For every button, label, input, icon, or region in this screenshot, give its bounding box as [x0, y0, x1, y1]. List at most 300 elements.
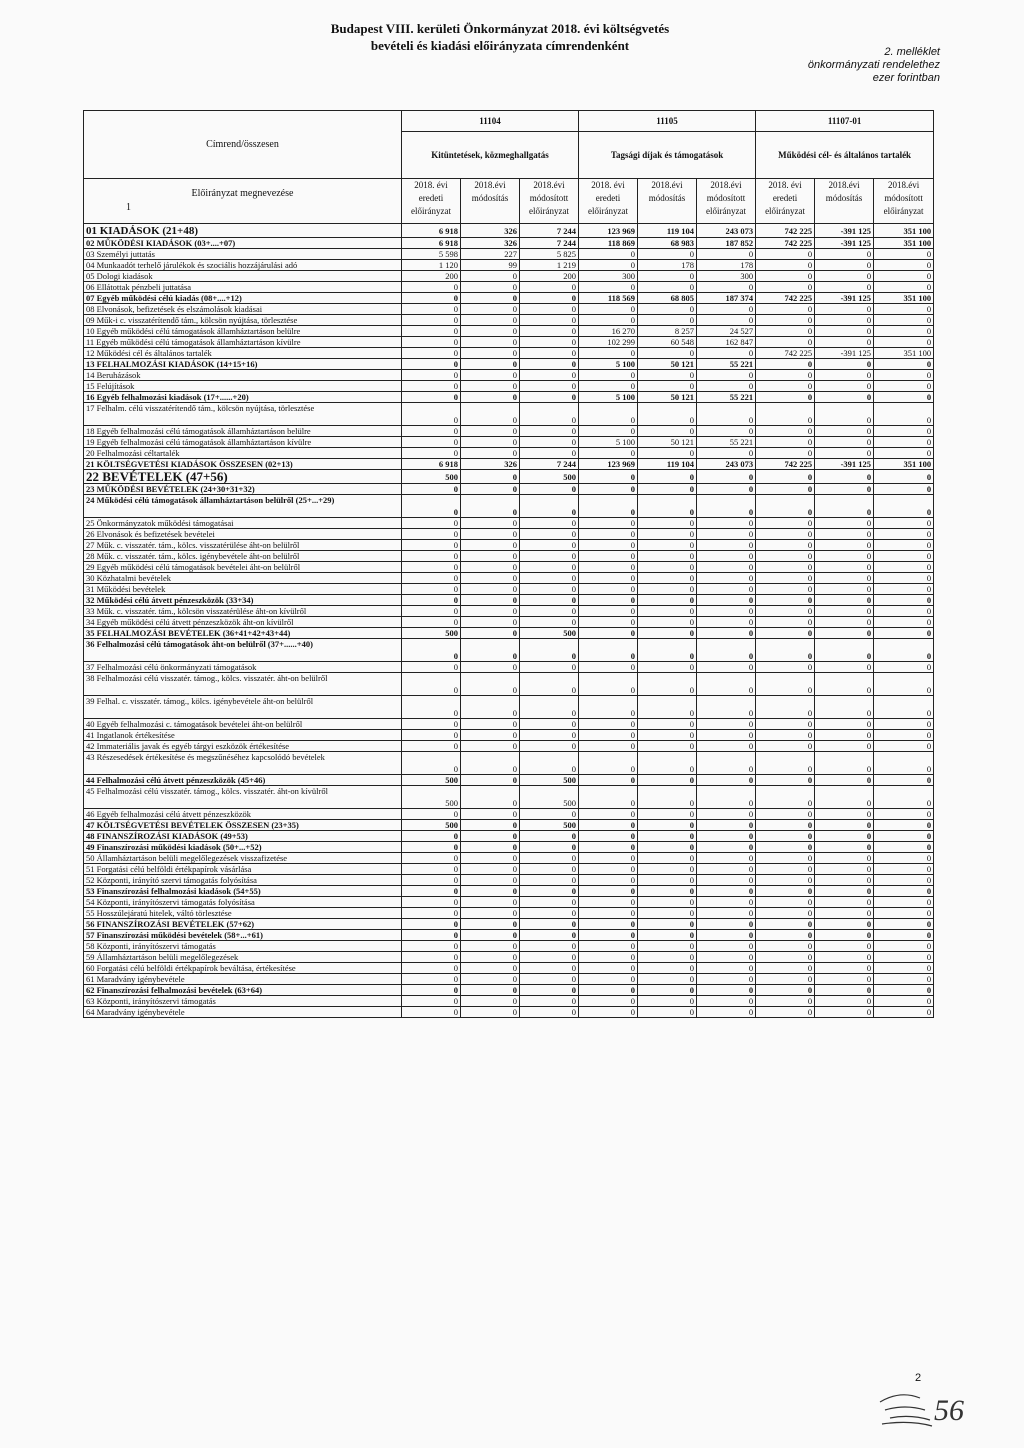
- row-label: 06 Ellátottak pénzbeli juttatása: [84, 282, 402, 293]
- row-value: 0: [461, 775, 520, 786]
- row-value: 0: [697, 696, 756, 719]
- row-value: 500: [402, 628, 461, 639]
- row-value: 0: [697, 617, 756, 628]
- row-value: 0: [638, 752, 697, 775]
- row-value: 0: [638, 897, 697, 908]
- row-value: 0: [874, 1007, 934, 1018]
- row-label: 22 BEVÉTELEK (47+56): [84, 470, 402, 484]
- row-label: 17 Felhalm. célú visszatérítendő tám., kölcsön nyújtása, törlesztése: [84, 403, 402, 426]
- subheader-line: eredeti: [772, 193, 798, 203]
- row-label: 24 Működési célú támogatások államháztartáson belülről (25+...+29): [84, 495, 402, 518]
- row-value: 0: [815, 662, 874, 673]
- row-value: 0: [461, 673, 520, 696]
- row-value: 0: [520, 584, 579, 595]
- row-value: 0: [402, 584, 461, 595]
- row-value: 0: [520, 282, 579, 293]
- row-value: 0: [874, 370, 934, 381]
- table-row: [84, 628, 934, 639]
- subheader-line: módosítás: [648, 193, 686, 203]
- table-row: [84, 470, 934, 484]
- row-value: 0: [874, 673, 934, 696]
- row-value: 0: [756, 952, 815, 963]
- row-value: 0: [697, 315, 756, 326]
- row-value: 0: [815, 403, 874, 426]
- row-value: 0: [402, 741, 461, 752]
- table-row: [84, 518, 934, 529]
- row-value: 0: [815, 908, 874, 919]
- row-value: 6 918: [402, 459, 461, 470]
- row-value: 0: [461, 584, 520, 595]
- row-label: 42 Immateriális javak és egyéb tárgyi eszközök értékesítése: [84, 741, 402, 752]
- row-value: 0: [815, 448, 874, 459]
- row-value: 0: [461, 606, 520, 617]
- row-value: 0: [815, 628, 874, 639]
- row-value: 0: [638, 606, 697, 617]
- table-row: [84, 282, 934, 293]
- row-label: 35 FELHALMOZÁSI BEVÉTELEK (36+41+42+43+44): [84, 628, 402, 639]
- row-value: 0: [756, 996, 815, 1007]
- row-label: 14 Beruházások: [84, 370, 402, 381]
- row-value: 0: [638, 628, 697, 639]
- row-value: 0: [638, 370, 697, 381]
- row-value: 0: [638, 518, 697, 529]
- row-value: 0: [815, 696, 874, 719]
- row-value: 0: [815, 551, 874, 562]
- row-value: 0: [756, 249, 815, 260]
- row-value: 0: [697, 897, 756, 908]
- table-row: [84, 673, 934, 696]
- subheader-line: 2018.évi: [710, 180, 742, 190]
- row-value: 0: [579, 775, 638, 786]
- row-value: 0: [520, 370, 579, 381]
- row-value: 0: [697, 282, 756, 293]
- row-value: 0: [756, 930, 815, 941]
- table-row: [84, 930, 934, 941]
- row-value: 0: [579, 930, 638, 941]
- row-value: 0: [874, 930, 934, 941]
- subheader-line: 2018. évi: [768, 180, 802, 190]
- row-value: 0: [402, 897, 461, 908]
- row-value: 0: [756, 673, 815, 696]
- row-value: 0: [402, 337, 461, 348]
- row-value: 0: [520, 996, 579, 1007]
- row-value: 0: [638, 809, 697, 820]
- row-value: 742 225: [756, 293, 815, 304]
- row-value: 0: [874, 359, 934, 370]
- table-row: [84, 786, 934, 809]
- row-value: 0: [815, 573, 874, 584]
- row-value: 0: [402, 963, 461, 974]
- row-value: 0: [402, 952, 461, 963]
- row-value: 0: [697, 1007, 756, 1018]
- row-value: 0: [579, 853, 638, 864]
- unit-label: ezer forintban: [872, 72, 940, 84]
- row-value: 0: [461, 1007, 520, 1018]
- table-row: [84, 293, 934, 304]
- row-value: 0: [756, 484, 815, 495]
- row-value: 0: [638, 974, 697, 985]
- row-value: 0: [461, 696, 520, 719]
- row-value: 0: [638, 348, 697, 359]
- corner-top: Címrend/összesen: [84, 111, 402, 179]
- row-label: 41 Ingatlanok értékesítése: [84, 730, 402, 741]
- row-value: 0: [638, 562, 697, 573]
- row-value: 0: [815, 484, 874, 495]
- row-value: 0: [697, 719, 756, 730]
- subheader-line: 2018. évi: [414, 180, 448, 190]
- row-label: 21 KÖLTSÉGVETÉSI KIADÁSOK ÖSSZESEN (02+13): [84, 459, 402, 470]
- table-row: [84, 963, 934, 974]
- row-value: 0: [402, 540, 461, 551]
- row-value: 0: [815, 304, 874, 315]
- corner-num: 1: [126, 202, 131, 213]
- table-row: [84, 820, 934, 831]
- row-value: 0: [874, 437, 934, 448]
- row-value: 0: [638, 529, 697, 540]
- row-value: 0: [461, 359, 520, 370]
- row-value: 0: [461, 908, 520, 919]
- row-value: 0: [815, 673, 874, 696]
- row-value: 0: [579, 606, 638, 617]
- row-value: 0: [638, 919, 697, 930]
- row-value: 118 569: [579, 293, 638, 304]
- annex-note: [790, 46, 940, 85]
- row-value: 6 918: [402, 238, 461, 249]
- row-value: 0: [638, 820, 697, 831]
- row-value: 0: [756, 897, 815, 908]
- row-value: 0: [520, 337, 579, 348]
- row-value: 0: [815, 381, 874, 392]
- row-value: 0: [756, 403, 815, 426]
- row-value: 0: [874, 249, 934, 260]
- row-value: 0: [756, 426, 815, 437]
- row-value: 0: [638, 315, 697, 326]
- row-value: 0: [815, 886, 874, 897]
- table-row: [84, 974, 934, 985]
- row-value: 0: [815, 1007, 874, 1018]
- row-value: 0: [815, 540, 874, 551]
- row-value: 0: [697, 595, 756, 606]
- table-row: [84, 381, 934, 392]
- row-value: 68 805: [638, 293, 697, 304]
- table-row: [84, 437, 934, 448]
- row-value: 0: [874, 260, 934, 271]
- row-value: 0: [579, 963, 638, 974]
- row-value: 0: [638, 551, 697, 562]
- subheader-2-2: [874, 179, 934, 224]
- row-value: 0: [697, 820, 756, 831]
- row-value: 0: [638, 864, 697, 875]
- row-value: 0: [874, 730, 934, 741]
- row-value: 0: [461, 786, 520, 809]
- table-row: [84, 551, 934, 562]
- row-value: 68 983: [638, 238, 697, 249]
- row-value: 0: [874, 941, 934, 952]
- row-value: 0: [756, 260, 815, 271]
- subheader-line: előirányzat: [411, 206, 451, 216]
- row-value: 0: [815, 752, 874, 775]
- row-value: 0: [638, 573, 697, 584]
- row-value: 0: [874, 628, 934, 639]
- row-value: 0: [756, 595, 815, 606]
- row-value: 0: [697, 662, 756, 673]
- table-row: [84, 941, 934, 952]
- table-row: [84, 952, 934, 963]
- row-label: 07 Egyéb működési célú kiadás (08+....+12): [84, 293, 402, 304]
- row-value: 0: [520, 952, 579, 963]
- row-value: 0: [461, 864, 520, 875]
- row-value: 0: [461, 897, 520, 908]
- title-line-1: Budapest VIII. kerületi Önkormányzat 2018. évi költségvetés: [330, 21, 670, 36]
- table-row: [84, 617, 934, 628]
- row-value: 0: [461, 495, 520, 518]
- table-row: [84, 540, 934, 551]
- row-value: 0: [815, 919, 874, 930]
- row-value: 0: [874, 540, 934, 551]
- table-row: [84, 370, 934, 381]
- subheader-line: előirányzat: [588, 206, 629, 216]
- row-value: 0: [874, 518, 934, 529]
- row-value: 0: [461, 326, 520, 337]
- row-value: 0: [520, 392, 579, 403]
- row-value: 0: [756, 662, 815, 673]
- row-value: 200: [520, 271, 579, 282]
- row-value: 326: [461, 459, 520, 470]
- row-value: 0: [520, 403, 579, 426]
- row-label: 51 Forgatási célú belföldi értékpapírok vásárlása: [84, 864, 402, 875]
- subheader-line: 2018. évi: [591, 180, 625, 190]
- row-value: 0: [520, 930, 579, 941]
- table-row: [84, 919, 934, 930]
- row-value: 0: [461, 752, 520, 775]
- row-value: 0: [461, 996, 520, 1007]
- table-row: [84, 606, 934, 617]
- row-value: 0: [638, 719, 697, 730]
- row-value: 0: [874, 809, 934, 820]
- table-row: [84, 326, 934, 337]
- row-value: 0: [697, 673, 756, 696]
- row-label: 20 Felhalmozási céltartalék: [84, 448, 402, 459]
- row-value: 178: [638, 260, 697, 271]
- row-value: 0: [579, 919, 638, 930]
- row-value: 0: [756, 448, 815, 459]
- subheader-line: módosított: [706, 193, 746, 203]
- row-value: 0: [874, 952, 934, 963]
- row-value: 0: [520, 639, 579, 662]
- row-value: 0: [697, 518, 756, 529]
- row-value: 0: [697, 540, 756, 551]
- row-value: 0: [520, 606, 579, 617]
- row-value: 200: [402, 271, 461, 282]
- row-label: 54 Központi, irányítószervi támogatás folyósítása: [84, 897, 402, 908]
- row-value: 0: [461, 952, 520, 963]
- row-value: 0: [874, 919, 934, 930]
- row-value: 0: [697, 809, 756, 820]
- row-value: 178: [697, 260, 756, 271]
- row-value: 0: [815, 518, 874, 529]
- row-value: -391 125: [815, 238, 874, 249]
- row-value: 0: [579, 562, 638, 573]
- row-value: 0: [461, 470, 520, 484]
- row-value: 0: [638, 426, 697, 437]
- row-value: 0: [756, 495, 815, 518]
- row-value: 0: [756, 304, 815, 315]
- row-value: 0: [756, 540, 815, 551]
- row-value: 0: [815, 529, 874, 540]
- row-value: 0: [815, 639, 874, 662]
- row-value: 0: [874, 719, 934, 730]
- row-value: 118 869: [579, 238, 638, 249]
- row-label: 43 Részesedések értékesítése és megszűnéséhez kapcsolódó bevételek: [84, 752, 402, 775]
- row-value: 0: [638, 617, 697, 628]
- group-header-2: Működési cél- és általános tartalék: [756, 132, 934, 179]
- row-value: 0: [874, 864, 934, 875]
- row-value: 0: [815, 974, 874, 985]
- row-label: 50 Államháztartáson belüli megelőlegezések visszafizetése: [84, 853, 402, 864]
- row-value: 0: [874, 315, 934, 326]
- row-value: 0: [402, 437, 461, 448]
- row-value: 0: [697, 941, 756, 952]
- row-value: 0: [461, 337, 520, 348]
- row-value: 0: [756, 752, 815, 775]
- row-value: 0: [402, 293, 461, 304]
- row-value: 0: [638, 908, 697, 919]
- row-value: 0: [756, 518, 815, 529]
- row-value: 0: [638, 886, 697, 897]
- row-value: 0: [520, 886, 579, 897]
- row-value: 0: [697, 529, 756, 540]
- row-value: 500: [402, 786, 461, 809]
- row-value: 0: [520, 853, 579, 864]
- table-row: [84, 752, 934, 775]
- row-value: 0: [638, 985, 697, 996]
- row-value: 0: [579, 495, 638, 518]
- row-label: 44 Felhalmozási célú átvett pénzeszközök (45+46): [84, 775, 402, 786]
- table-row: [84, 1007, 934, 1018]
- page-number: 2: [915, 1372, 922, 1384]
- table-row: [84, 359, 934, 370]
- row-value: 0: [402, 551, 461, 562]
- row-value: 0: [815, 617, 874, 628]
- row-value: 0: [756, 639, 815, 662]
- row-value: 0: [638, 831, 697, 842]
- row-value: 0: [874, 617, 934, 628]
- row-value: 0: [520, 963, 579, 974]
- table-row: [84, 495, 934, 518]
- row-value: 0: [461, 842, 520, 853]
- row-value: 0: [756, 775, 815, 786]
- row-label: 62 Finanszírozási felhalmozási bevételek (63+64): [84, 985, 402, 996]
- row-value: -391 125: [815, 224, 874, 238]
- row-value: 0: [756, 719, 815, 730]
- row-value: 0: [874, 820, 934, 831]
- row-value: 500: [402, 470, 461, 484]
- row-value: 0: [461, 974, 520, 985]
- row-value: 0: [402, 426, 461, 437]
- row-value: 0: [874, 963, 934, 974]
- row-value: 0: [402, 875, 461, 886]
- row-label: 38 Felhalmozási célú visszatér. támog., kölcs. visszatér. áht-on belülről: [84, 673, 402, 696]
- row-value: 0: [697, 551, 756, 562]
- table-row: [84, 562, 934, 573]
- row-value: 0: [815, 426, 874, 437]
- table-row: [84, 573, 934, 584]
- row-value: 0: [697, 730, 756, 741]
- row-value: 0: [461, 484, 520, 495]
- subheader-1-2: [697, 179, 756, 224]
- row-value: 7 244: [520, 459, 579, 470]
- row-value: 0: [638, 853, 697, 864]
- row-value: 0: [638, 741, 697, 752]
- row-value: 0: [815, 392, 874, 403]
- row-value: 0: [520, 381, 579, 392]
- row-value: 0: [874, 595, 934, 606]
- row-value: 0: [756, 337, 815, 348]
- row-value: 0: [638, 730, 697, 741]
- row-value: 0: [697, 370, 756, 381]
- row-label: 09 Műk-i c. visszatérítendő tám., kölcsön nyújtása, törlesztése: [84, 315, 402, 326]
- row-value: 0: [697, 348, 756, 359]
- row-value: 0: [461, 518, 520, 529]
- annex-sub: önkormányzati rendelethez: [807, 59, 940, 71]
- row-label: 39 Felhal. c. visszatér. támog., kölcs. igénybevétele áht-on belülről: [84, 696, 402, 719]
- row-value: 0: [756, 529, 815, 540]
- row-value: 0: [579, 573, 638, 584]
- row-value: 0: [874, 996, 934, 1007]
- subheader-0-2: [520, 179, 579, 224]
- row-value: 0: [874, 853, 934, 864]
- row-value: 0: [815, 495, 874, 518]
- row-value: 0: [520, 730, 579, 741]
- row-value: 742 225: [756, 459, 815, 470]
- subheader-line: 2018.évi: [533, 180, 565, 190]
- row-value: 50 121: [638, 437, 697, 448]
- row-label: 04 Munkaadót terhelő járulékok és szociális hozzájárulási adó: [84, 260, 402, 271]
- row-label: 28 Műk. c. visszatér. tám., kölcs. igénybevétele áht-on belülről: [84, 551, 402, 562]
- row-value: 0: [697, 470, 756, 484]
- row-value: 0: [461, 617, 520, 628]
- row-value: 0: [638, 952, 697, 963]
- row-value: 0: [815, 985, 874, 996]
- row-value: 300: [579, 271, 638, 282]
- row-value: 0: [815, 996, 874, 1007]
- row-label: 02 MŰKÖDÉSI KIADÁSOK (03+....+07): [84, 238, 402, 249]
- row-value: 0: [756, 573, 815, 584]
- row-label: 47 KÖLTSÉGVETÉSI BEVÉTELEK ÖSSZESEN (23+35): [84, 820, 402, 831]
- row-value: 0: [520, 941, 579, 952]
- row-value: 0: [756, 886, 815, 897]
- row-value: 0: [579, 985, 638, 996]
- row-value: 0: [579, 864, 638, 875]
- row-value: 243 073: [697, 224, 756, 238]
- row-value: 0: [756, 919, 815, 930]
- row-value: 0: [697, 875, 756, 886]
- row-value: 0: [756, 381, 815, 392]
- row-value: 0: [874, 470, 934, 484]
- row-value: 0: [756, 831, 815, 842]
- row-value: 0: [579, 518, 638, 529]
- row-value: 0: [461, 426, 520, 437]
- row-value: 0: [874, 573, 934, 584]
- table-row: [84, 719, 934, 730]
- row-label: 49 Finanszírozási működési kiadások (50+...+52): [84, 842, 402, 853]
- row-value: 243 073: [697, 459, 756, 470]
- row-value: 0: [461, 730, 520, 741]
- row-value: 0: [874, 392, 934, 403]
- row-label: 05 Dologi kiadások: [84, 271, 402, 282]
- table-row: [84, 775, 934, 786]
- row-label: 10 Egyéb működési célú támogatások államháztartáson belülre: [84, 326, 402, 337]
